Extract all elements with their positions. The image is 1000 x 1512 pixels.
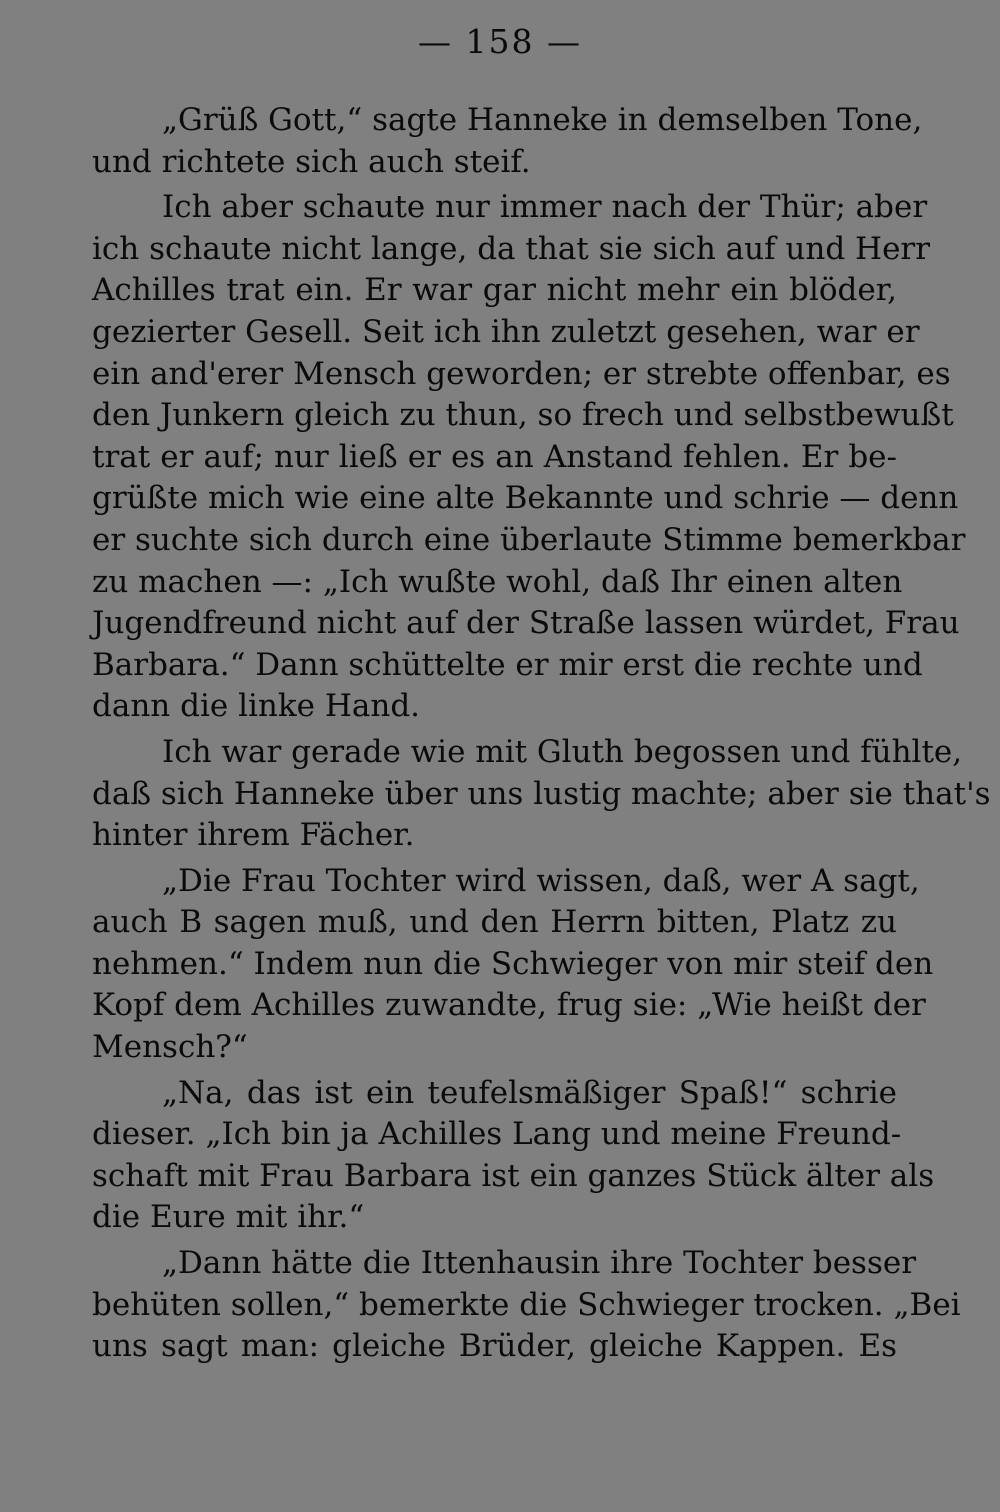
text-line: Mensch?“: [92, 1029, 248, 1066]
text-line: und richtete sich auch steif.: [92, 143, 531, 180]
text-line: daß sich Hanneke über uns lustig machte; aber sie that's: [92, 775, 991, 812]
paragraph: [92, 732, 991, 857]
paragraph: [92, 1243, 961, 1368]
text-line: „Na, das ist ein teufelsmäßiger Spaß!“ schrie: [162, 1074, 897, 1111]
text-line: Kopf dem Achilles zuwandte, frug sie: „Wie heißt der: [92, 987, 926, 1024]
text-line: auch B sagen muß, und den Herrn bitten, Platz zu: [92, 904, 897, 941]
text-line: Achilles trat ein. Er war gar nicht mehr ein blöder,: [92, 272, 897, 309]
text-line: schaft mit Frau Barbara ist ein ganzes Stück älter als: [92, 1157, 935, 1194]
text-line: ich schaute nicht lange, da that sie sich auf und Herr: [92, 230, 931, 267]
paragraph: [92, 861, 934, 1069]
text-line: Ich war gerade wie mit Gluth begossen und fühlte,: [162, 733, 963, 770]
paragraph: [92, 100, 923, 183]
text-line: die Eure mit ihr.“: [92, 1199, 365, 1236]
text-line: er suchte sich durch eine überlaute Stimme bemerkbar: [92, 521, 966, 558]
text-line: hinter ihrem Fächer.: [92, 817, 415, 854]
paragraph: [92, 187, 966, 728]
paragraph: [92, 1073, 935, 1239]
page-number: — 158 —: [418, 22, 582, 61]
text-line: gezierter Gesell. Seit ich ihn zuletzt gesehen, war er: [92, 313, 920, 350]
text-line: dieser. „Ich bin ja Achilles Lang und meine Freund-: [92, 1116, 902, 1153]
text-line: ein and'erer Mensch geworden; er strebte offenbar, es: [92, 355, 951, 392]
text-line: zu machen —: „Ich wußte wohl, daß Ihr einen alten: [92, 563, 903, 600]
text-line: „Dann hätte die Ittenhausin ihre Tochter besser: [162, 1245, 917, 1282]
text-line: behüten sollen,“ bemerkte die Schwieger trocken. „Bei: [92, 1286, 961, 1323]
text-line: grüßte mich wie eine alte Bekannte und schrie — denn: [92, 480, 959, 517]
text-line: den Junkern gleich zu thun, so frech und selbstbewußt: [92, 397, 954, 434]
text-line: Jugendfreund nicht auf der Straße lassen würdet, Frau: [92, 605, 960, 642]
text-line: Ich aber schaute nur immer nach der Thür; aber: [162, 189, 928, 226]
text-line: dann die linke Hand.: [92, 688, 421, 725]
text-line: Barbara.“ Dann schüttelte er mir erst die rechte und: [92, 646, 923, 683]
text-line: nehmen.“ Indem nun die Schwieger von mir steif den: [92, 945, 934, 982]
text-line: uns sagt man: gleiche Brüder, gleiche Kappen. Es: [92, 1328, 897, 1365]
text-line: trat er auf; nur ließ er es an Anstand fehlen. Er be-: [92, 438, 897, 475]
text-line: „Die Frau Tochter wird wissen, daß, wer A sagt,: [162, 862, 920, 899]
body-text: [92, 100, 991, 1368]
text-line: „Grüß Gott,“ sagte Hanneke in demselben Tone,: [162, 102, 923, 138]
